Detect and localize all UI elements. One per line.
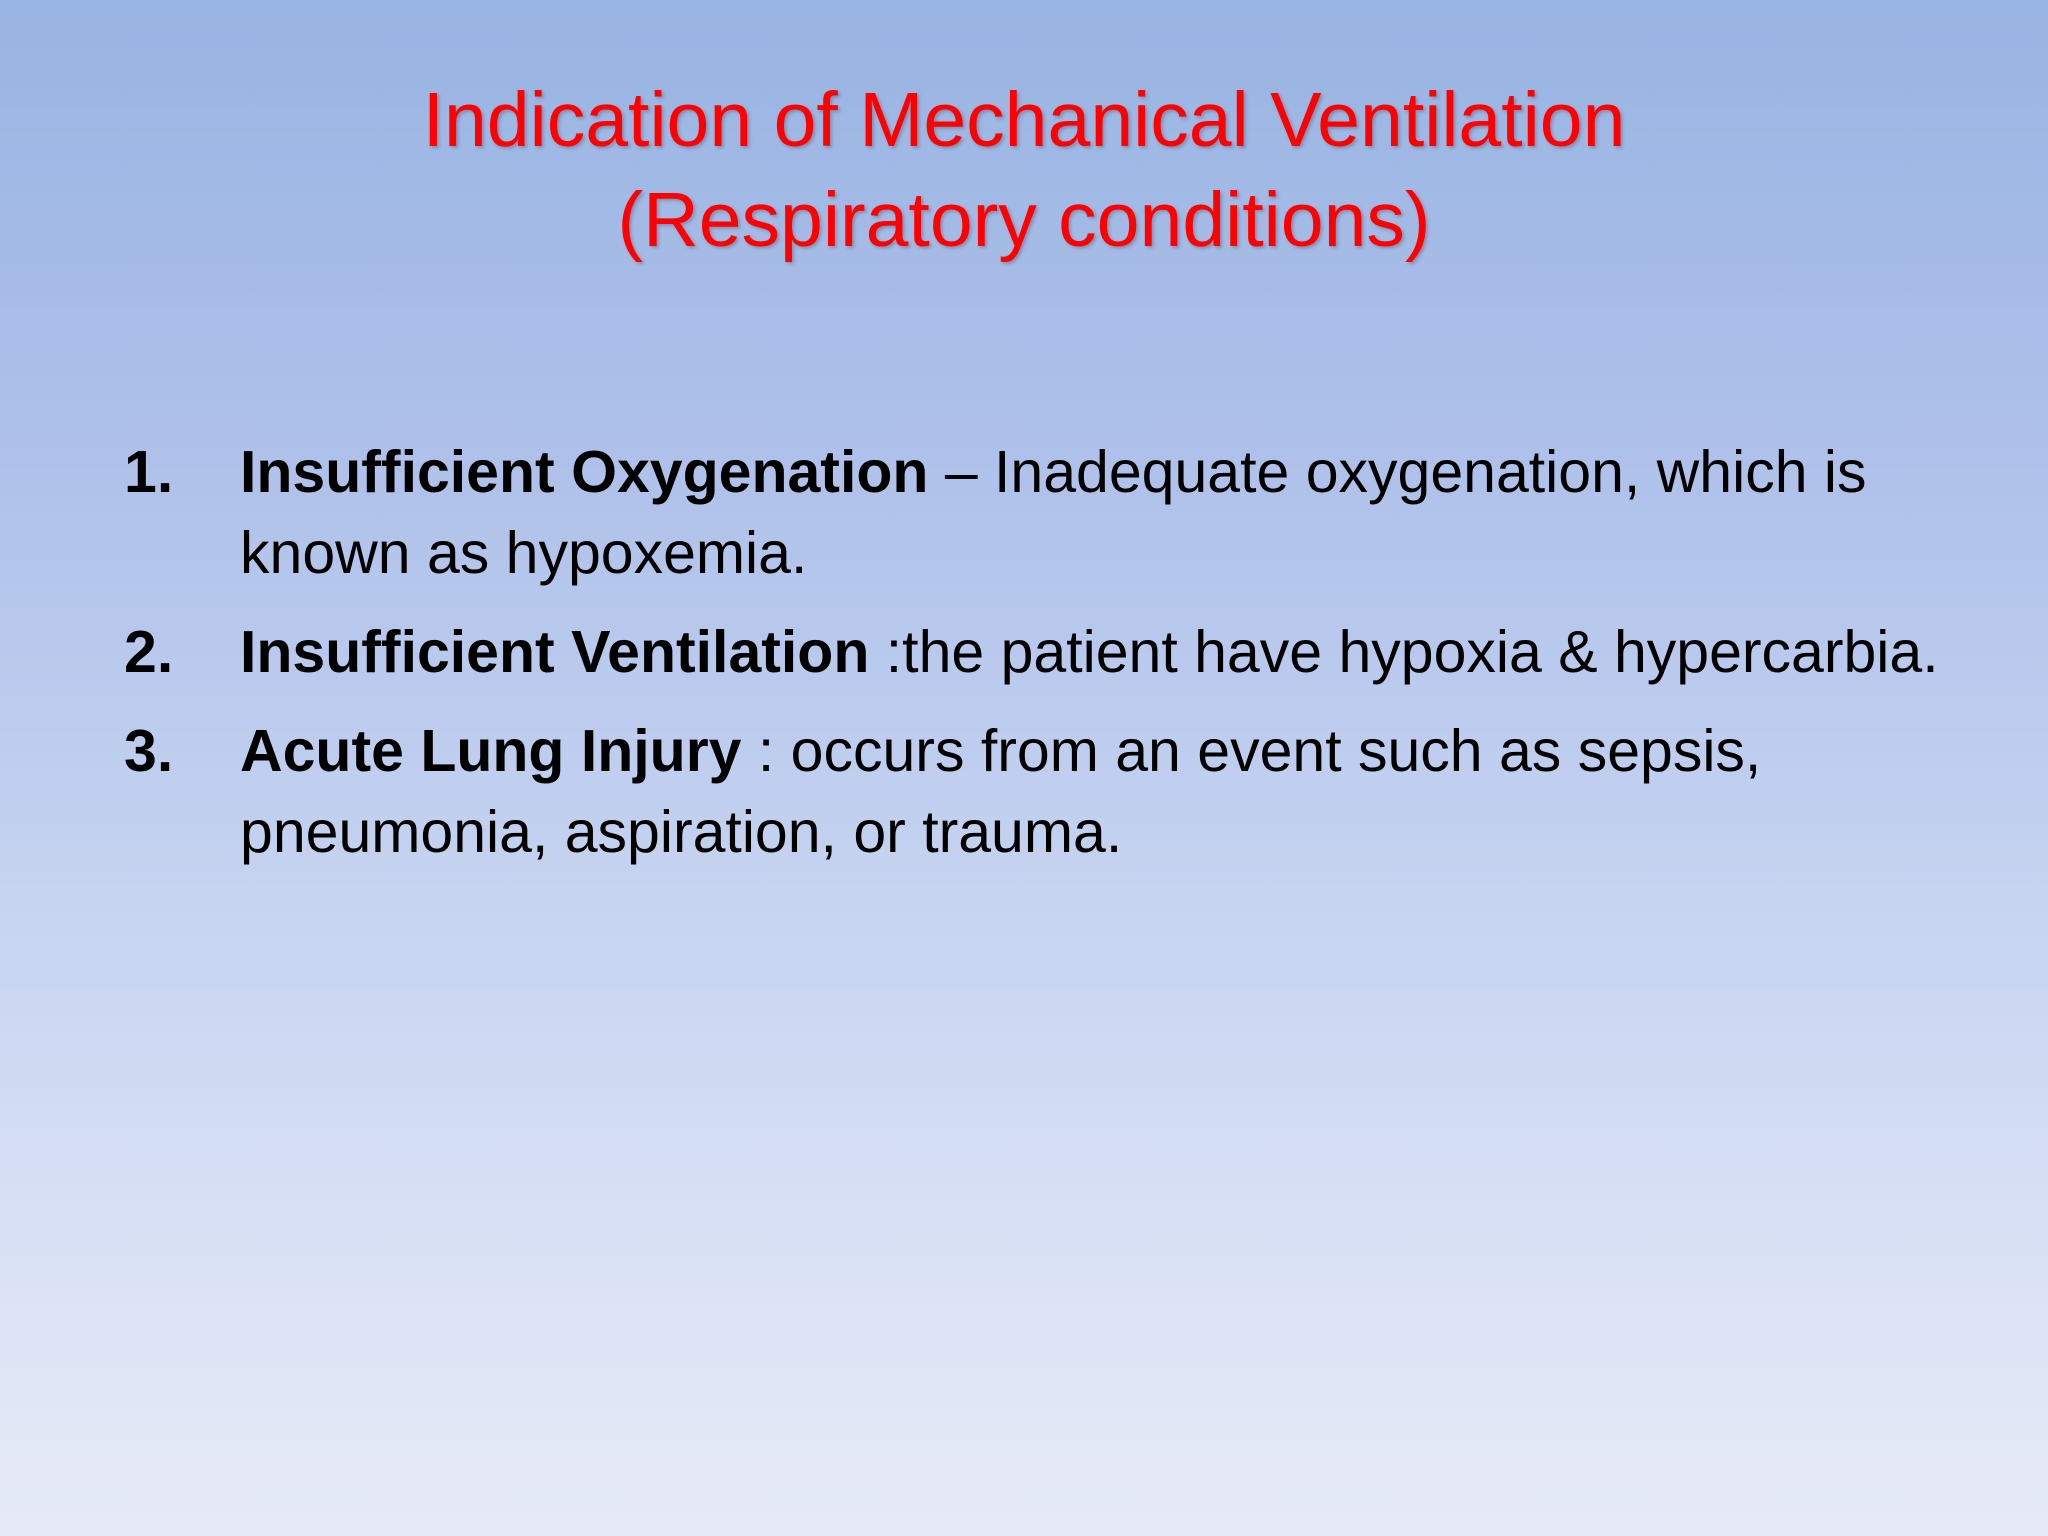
list-item-term: Insufficient Ventilation [240,619,870,685]
list-item [124,711,2004,873]
slide-title-line-2: (Respiratory conditions) [617,177,1431,263]
slide-title-line-1: Indication of Mechanical Ventilation [422,77,1626,163]
list-item-description: :the patient have hypoxia & hypercarbia. [869,619,1939,685]
indication-list [124,432,2004,891]
list-item [124,432,2004,594]
list-item-description: – Inadequate oxygenation, which is known as hypoxemia. [240,439,1867,586]
list-item-term: Acute Lung Injury [240,718,742,784]
list-item-description: : occurs from an event such as sepsis, pneumonia, aspiration, or trauma. [240,718,1762,865]
list-item-term: Insufficient Oxygenation [240,439,929,505]
list-item [124,612,2004,693]
list-item-number: 2. [124,619,174,685]
slide-title [0,70,2048,270]
list-item-number: 3. [124,718,174,784]
list-item-number: 1. [124,439,174,505]
